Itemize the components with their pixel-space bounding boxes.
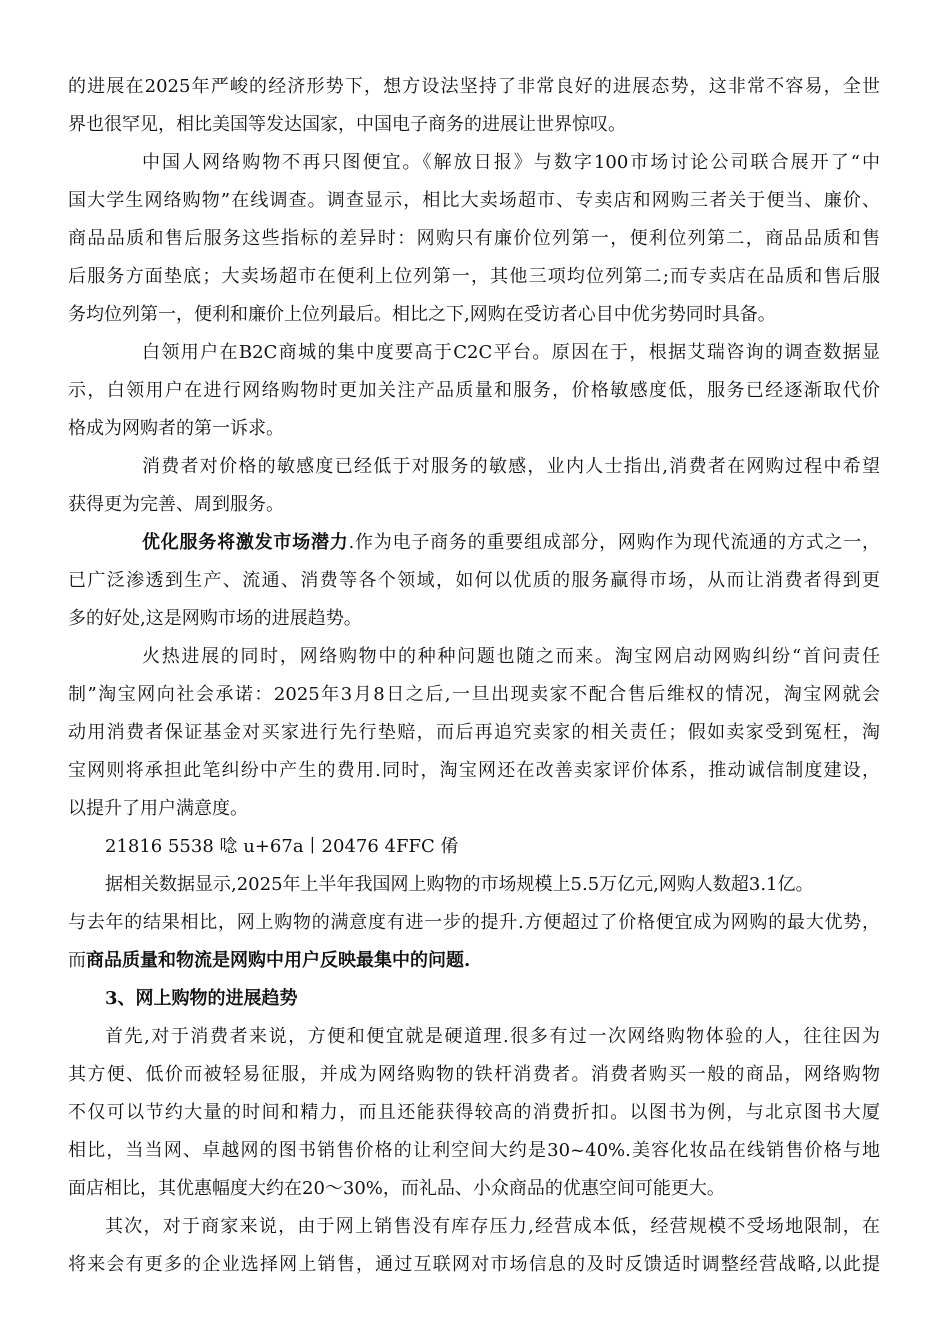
- paragraph-line: 相比，当当网、卓越网的图书销售价格的让利空间大约是30~40%.美容化妆品在线销售价格与地: [68, 1140, 880, 1161]
- paragraph-text: 而: [68, 950, 86, 971]
- paragraph-line: 首先,对于消费者来说，方便和便宜就是硬道理.很多有过一次网络购物体验的人，往往因为: [105, 1026, 880, 1047]
- bold-lead: 优化服务将激发市场潜力: [142, 532, 349, 553]
- paragraph-line: 火热进展的同时，网络购物中的种种问题也随之而来。淘宝网启动网购纠纷“首问责任: [142, 646, 880, 667]
- paragraph-line: 消费者对价格的敏感度已经低于对服务的敏感，业内人士指出,消费者在网购过程中希望: [142, 456, 880, 477]
- paragraph-line: 将来会有更多的企业选择网上销售，通过互联网对市场信息的及时反馈适时调整经营战略,以此提: [68, 1254, 880, 1275]
- paragraph-line: 示，白领用户在进行网络购物时更加关注产品质量和服务，价格敏感度低，服务已经逐渐取代价: [68, 380, 880, 401]
- section-heading: 3、网上购物的进展趋势: [105, 988, 298, 1009]
- paragraph-line: 制”淘宝网向社会承诺：2025年3月8日之后,一旦出现卖家不配合售后维权的情况，淘宝网就会: [68, 684, 880, 705]
- paragraph-line: 商品品质和售后服务这些指标的差异时：网购只有廉价位列第一，便利位列第二，商品品质和售: [68, 228, 880, 249]
- paragraph-line: 国大学生网络购物”在线调查。调查显示，相比大卖场超市、专卖店和网购三者关于便当、廉价、: [68, 190, 880, 211]
- paragraph-line: 格成为网购者的第一诉求。: [68, 418, 284, 439]
- paragraph-line: 据相关数据显示,2025年上半年我国网上购物的市场规模上5.5万亿元,网购人数超3.1亿。: [105, 874, 814, 895]
- paragraph-line: 界也很罕见，相比美国等发达国家，中国电子商务的进展让世界惊叹。: [68, 114, 626, 135]
- paragraph-line: 中国人网络购物不再只图便宜。《解放日报》与数字100市场讨论公司联合展开了“中: [142, 152, 880, 173]
- paragraph-line: [68, 949, 470, 973]
- bold-tail: 商品质量和物流是网购中用户反映最集中的问题.: [86, 950, 471, 971]
- paragraph-line: 获得更为完善、周到服务。: [68, 494, 284, 515]
- paragraph-line: 务均位列第一，便利和廉价上位列最后。相比之下,网购在受访者心目中优劣势同时具备。: [68, 304, 776, 325]
- paragraph-line: 以提升了用户满意度。: [68, 798, 248, 819]
- paragraph-line: 的进展在2025年严峻的经济形势下，想方设法坚持了非常良好的进展态势，这非常不容易，全世: [68, 76, 880, 97]
- paragraph-line: 后服务方面垫底；大卖场超市在便利上位列第一，其他三项均位列第二;而专卖店在品质和售后服: [68, 266, 880, 287]
- paragraph-line: [142, 531, 880, 555]
- paragraph-line: 其方便、低价而被轻易征服，并成为网络购物的铁杆消费者。消费者购买一般的商品，网络购物: [68, 1064, 880, 1085]
- paragraph-line: 面店相比，其优惠幅度大约在20～30%，而礼品、小众商品的优惠空间可能更大。: [68, 1178, 725, 1199]
- paragraph-line: 动用消费者保证基金对买家进行先行垫赔，而后再追究卖家的相关责任；假如卖家受到冤枉，淘: [68, 722, 880, 743]
- paragraph-line: 不仅可以节约大量的时间和精力，而且还能获得较高的消费折扣。以图书为例，与北京图书大厦: [68, 1102, 880, 1123]
- paragraph-line: 宝网则将承担此笔纠纷中产生的费用.同时，淘宝网还在改善卖家评价体系，推动诚信制度建设，: [68, 760, 880, 781]
- paragraph-line: 其次，对于商家来说，由于网上销售没有库存压力,经营成本低，经营规模不受场地限制，在: [105, 1216, 880, 1237]
- paragraph-line: 白领用户在B2C商城的集中度要高于C2C平台。原因在于，根据艾瑞咨询的调查数据显: [142, 342, 880, 363]
- code-line: 21816 5538 唸 u+67a丨20476 4FFC 倄: [105, 836, 459, 857]
- paragraph-line: 与去年的结果相比，网上购物的满意度有进一步的提升.方便超过了价格便宜成为网购的最大优势，: [68, 912, 880, 933]
- paragraph-line: 多的好处,这是网购市场的进展趋势。: [68, 608, 362, 629]
- paragraph-line: 已广泛渗透到生产、流通、消费等各个领域，如何以优质的服务赢得市场，从而让消费者得到更: [68, 570, 880, 591]
- paragraph-text: .作为电子商务的重要组成部分，网购作为现代流通的方式之一，: [348, 532, 881, 553]
